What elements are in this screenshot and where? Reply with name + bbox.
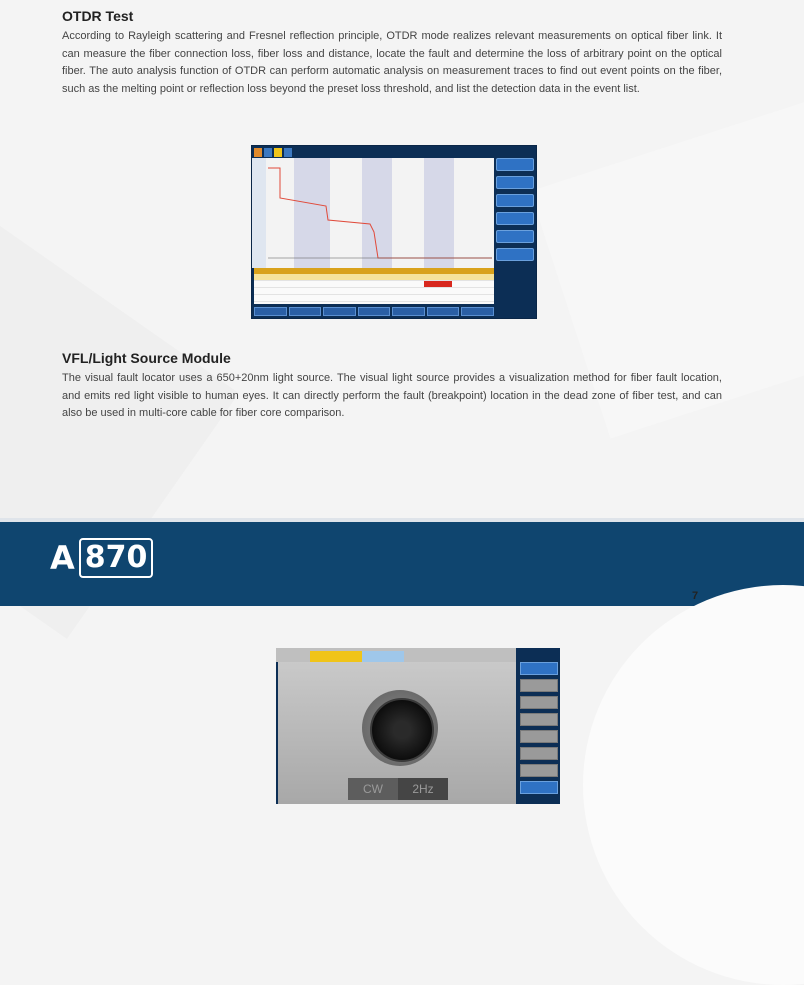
light-source-aperture	[370, 698, 434, 762]
event-list-table	[254, 268, 494, 304]
device-tab	[264, 148, 272, 157]
otdr-description: According to Rayleigh scattering and Fresnel reflection principle, OTDR mode realizes relevant measurements on optical fiber link. It can measure the fiber connection loss, fiber loss and distance, locate the fault and determine the loss of arbitrary point on the optical fiber. The auto analysis function of OTDR can perform automatic analysis on measurement traces to find out event points on the fiber, such as the melting point or reflection loss beyond the preset loss threshold, and list the detection data in the event list.	[62, 30, 722, 95]
vfl-title: VFL/Light Source Module	[62, 350, 231, 366]
otdr-side-panel	[496, 158, 534, 303]
otdr-y-axis	[252, 158, 266, 268]
table-row[interactable]	[254, 281, 494, 288]
back-home-button[interactable]	[520, 781, 558, 794]
side-button[interactable]	[520, 747, 558, 760]
otdr-trace-svg	[266, 158, 494, 268]
table-row[interactable]	[254, 288, 494, 295]
page-number: 7	[692, 590, 699, 602]
brand-logo	[50, 538, 153, 578]
otdr-device-screenshot	[251, 145, 537, 319]
toolbar-button[interactable]	[427, 307, 460, 316]
device-tab	[310, 651, 362, 662]
toolbar-button[interactable]	[289, 307, 322, 316]
vfl-screen	[278, 662, 516, 804]
side-button[interactable]	[496, 176, 534, 189]
side-button[interactable]	[496, 230, 534, 243]
side-button[interactable]	[496, 194, 534, 207]
vfl-section	[62, 350, 722, 423]
brand-model: 870	[79, 538, 154, 578]
side-button[interactable]	[496, 158, 534, 171]
device-tab-bar	[254, 148, 496, 157]
toolbar-button[interactable]	[461, 307, 494, 316]
side-button[interactable]	[520, 679, 558, 692]
toolbar-button[interactable]	[358, 307, 391, 316]
side-button[interactable]	[496, 212, 534, 225]
toolbar-button[interactable]	[254, 307, 287, 316]
loss-alarm-cell	[424, 281, 452, 287]
toolbar-button[interactable]	[392, 307, 425, 316]
otdr-title: OTDR Test	[62, 8, 134, 24]
device-tab	[362, 651, 404, 662]
device-tab	[274, 148, 282, 157]
device-tab	[254, 148, 262, 157]
mode-2hz-button[interactable]: 2Hz	[398, 778, 448, 800]
vfl-description: The visual fault locator uses a 650+20nm light source. The visual light source provides a visualization method for fiber fault location, and emits red light visible to human eyes. It can directly perform the fault (breakpoint) location in the dead zone of fiber test, and can also be used in multi-core cable for fiber core comparison.	[62, 372, 722, 419]
vfl-device-screenshot	[276, 648, 560, 804]
side-button[interactable]	[520, 730, 558, 743]
table-row[interactable]	[254, 274, 494, 281]
side-button[interactable]	[520, 713, 558, 726]
device-tab-bar	[276, 648, 516, 662]
side-button[interactable]	[520, 662, 558, 675]
otdr-trace-plot	[266, 158, 494, 268]
vfl-side-panel	[520, 662, 558, 804]
brand-letter: A	[50, 539, 75, 577]
mode-cw-button[interactable]: CW	[348, 778, 398, 800]
otdr-section	[62, 8, 722, 98]
toolbar-button[interactable]	[323, 307, 356, 316]
device-tab	[284, 651, 296, 662]
side-button[interactable]	[520, 764, 558, 777]
side-button[interactable]	[496, 248, 534, 261]
table-row[interactable]	[254, 295, 494, 302]
device-bottom-toolbar	[254, 307, 494, 316]
side-button[interactable]	[520, 696, 558, 709]
device-tab	[284, 148, 292, 157]
